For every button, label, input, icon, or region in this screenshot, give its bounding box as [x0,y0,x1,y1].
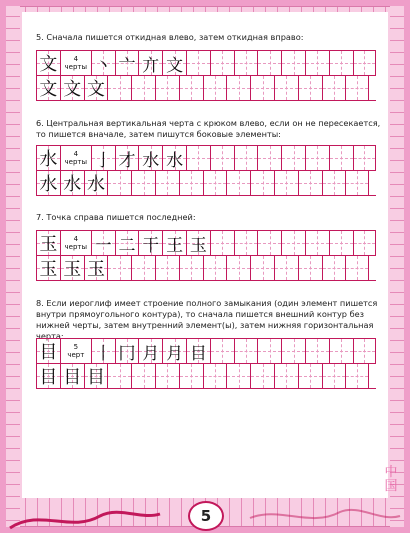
empty-cell [234,339,258,363]
empty-cell [257,231,281,255]
empty-cell [281,339,305,363]
practice-grid [36,230,376,281]
empty-cell [305,51,329,75]
section-instruction: 5. Сначала пишется откидная влево, затем откидная вправо: [36,32,304,42]
empty-cell [203,171,227,195]
empty-cell [107,364,131,388]
empty-cell [203,76,227,100]
stroke-step: 文 [162,51,186,75]
stroke-step: 水 [162,146,186,170]
practice-grid [36,50,376,101]
empty-cell [210,231,234,255]
empty-cell [234,146,258,170]
empty-cell [131,76,155,100]
empty-cell [353,51,377,75]
empty-cell [322,364,346,388]
corner-characters: 中国 [384,465,398,494]
empty-cell [131,256,155,280]
example-char: 水 [36,146,60,170]
empty-cell [234,231,258,255]
empty-cell [179,171,203,195]
empty-cell [274,171,298,195]
empty-cell [345,256,369,280]
decorative-border-right [390,6,404,527]
stroke-step: 才 [115,146,139,170]
stroke-count: 4 черты [60,51,91,75]
practice-char: 水 [36,171,60,195]
empty-cell [281,231,305,255]
empty-cell [186,146,210,170]
empty-cell [353,231,377,255]
empty-cell [257,51,281,75]
empty-cell [226,364,250,388]
stroke-step: 冂 [115,339,139,363]
empty-cell [155,256,179,280]
stroke-count: 5 черт [60,339,91,363]
page-number: 5 [188,501,224,531]
section-instruction: 7. Точка справа пишется последней: [36,212,196,222]
practice-char: 目 [60,364,84,388]
empty-cell [353,146,377,170]
stroke-step: 丶 [91,51,115,75]
empty-cell [274,76,298,100]
empty-cell [298,256,322,280]
practice-char: 水 [60,171,84,195]
empty-cell [250,76,274,100]
empty-cell [305,231,329,255]
section-8 [36,298,381,342]
section-instruction: 8. Если иероглиф имеет строение полного замыкания (один элемент пишется внутри прямоугольного контура), то сначала пишется внешний контур без нижней черты, затем внутренний элемент(ы), затем нижняя горизонтальная черта: [36,298,378,341]
empty-cell [250,171,274,195]
stroke-step: 亣 [138,51,162,75]
empty-cell [131,364,155,388]
empty-cell [234,51,258,75]
section-7 [36,212,381,223]
empty-cell [274,364,298,388]
empty-cell [305,339,329,363]
decorative-border-left [6,6,20,527]
stroke-count: 4 черты [60,146,91,170]
empty-cell [186,51,210,75]
stroke-step: 二 [115,231,139,255]
empty-cell [226,76,250,100]
empty-cell [226,256,250,280]
empty-cell [274,256,298,280]
empty-cell [329,146,353,170]
empty-cell [210,51,234,75]
empty-cell [281,146,305,170]
empty-cell [298,76,322,100]
empty-cell [353,339,377,363]
empty-cell [329,231,353,255]
practice-char: 文 [84,76,108,100]
stroke-step: 丨 [91,339,115,363]
stroke-step: 玉 [186,231,210,255]
empty-cell [322,171,346,195]
empty-cell [329,339,353,363]
empty-cell [226,171,250,195]
practice-char: 文 [60,76,84,100]
stroke-step: 干 [138,231,162,255]
stroke-count: 4 черты [60,231,91,255]
empty-cell [179,256,203,280]
empty-cell [257,146,281,170]
empty-cell [210,146,234,170]
empty-cell [107,171,131,195]
empty-cell [203,256,227,280]
empty-cell [345,76,369,100]
empty-cell [322,76,346,100]
empty-cell [179,364,203,388]
section-5 [36,32,381,43]
empty-cell [155,364,179,388]
practice-char: 玉 [60,256,84,280]
empty-cell [329,51,353,75]
empty-cell [107,256,131,280]
stroke-step: 亠 [115,51,139,75]
example-char: 文 [36,51,60,75]
empty-cell [305,146,329,170]
example-char: 目 [36,339,60,363]
stroke-step: 一 [91,231,115,255]
practice-grid [36,145,376,196]
stroke-step: 王 [162,231,186,255]
stroke-step: 亅 [91,146,115,170]
practice-grid [36,338,376,389]
practice-char: 水 [84,171,108,195]
practice-char: 玉 [36,256,60,280]
empty-cell [210,339,234,363]
empty-cell [107,76,131,100]
section-instruction: 6. Центральная вертикальная черта с крюком влево, если он не пересекается, то пишется вначале, затем пишутся боковые элементы: [36,118,381,139]
empty-cell [345,364,369,388]
empty-cell [250,256,274,280]
empty-cell [155,171,179,195]
worksheet-page [22,12,388,498]
empty-cell [203,364,227,388]
empty-cell [298,171,322,195]
empty-cell [322,256,346,280]
empty-cell [298,364,322,388]
stroke-step: 月 [138,339,162,363]
practice-char: 文 [36,76,60,100]
practice-char: 玉 [84,256,108,280]
example-char: 玉 [36,231,60,255]
practice-char: 目 [36,364,60,388]
practice-char: 目 [84,364,108,388]
stroke-step: 月 [162,339,186,363]
stroke-step: 水 [138,146,162,170]
empty-cell [257,339,281,363]
empty-cell [179,76,203,100]
empty-cell [250,364,274,388]
empty-cell [345,171,369,195]
empty-cell [281,51,305,75]
empty-cell [131,171,155,195]
empty-cell [155,76,179,100]
section-6 [36,118,381,140]
stroke-step: 目 [186,339,210,363]
bleed-through-background [40,412,380,492]
